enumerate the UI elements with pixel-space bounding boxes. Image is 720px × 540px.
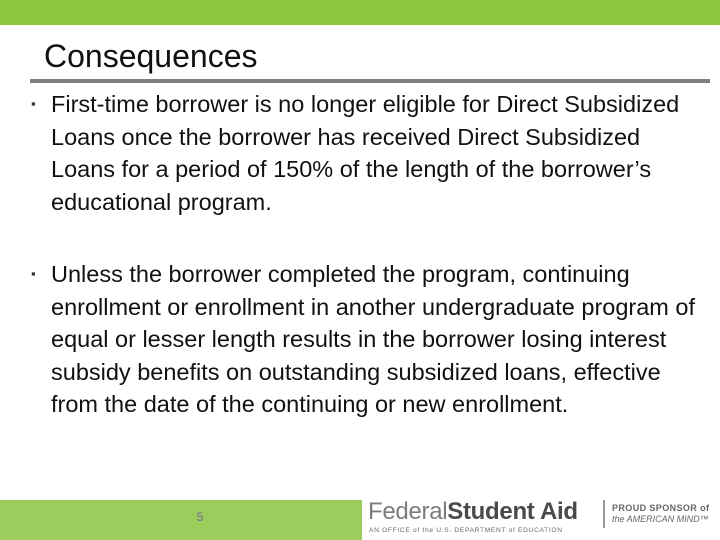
bullet-text: First-time borrower is no longer eligible for Direct Subsidized Loans once the borrower has received Direct Subsidized Loans for a period of 150% of the length of the borrower’s educational program. — [51, 91, 680, 215]
bullet-marker-icon: ▪ — [31, 96, 36, 111]
bullet-item — [28, 88, 704, 218]
fsa-logo — [368, 498, 598, 534]
fsa-tagline: AN OFFICE of the U.S. DEPARTMENT of EDUCATION — [369, 527, 563, 534]
fsa-wordmark — [368, 498, 578, 526]
sponsor-line-2: the AMERICAN MIND™ — [612, 514, 709, 524]
logo-divider — [603, 500, 605, 528]
bullet-list — [28, 88, 704, 461]
fsa-federal-text: Federal — [368, 498, 448, 525]
slide-title: Consequences — [44, 38, 258, 74]
sponsor-text — [612, 503, 709, 525]
footer-green-band — [0, 500, 362, 540]
top-accent-bar — [0, 0, 720, 25]
title-divider — [30, 79, 710, 83]
bullet-text: Unless the borrower completed the program, continuing enrollment or enrollment in another undergraduate program of equal or lesser length results in the borrower losing interest subsidy benefits on outstanding subsidized loans, effective from the date of the continuing or new enrollment. — [51, 261, 696, 417]
fsa-student-aid-text: Student Aid — [447, 498, 578, 525]
bullet-marker-icon: ▪ — [31, 266, 36, 281]
bullet-item — [28, 258, 704, 421]
sponsor-line-1: PROUD SPONSOR of — [612, 503, 710, 513]
page-number: 5 — [196, 510, 204, 524]
